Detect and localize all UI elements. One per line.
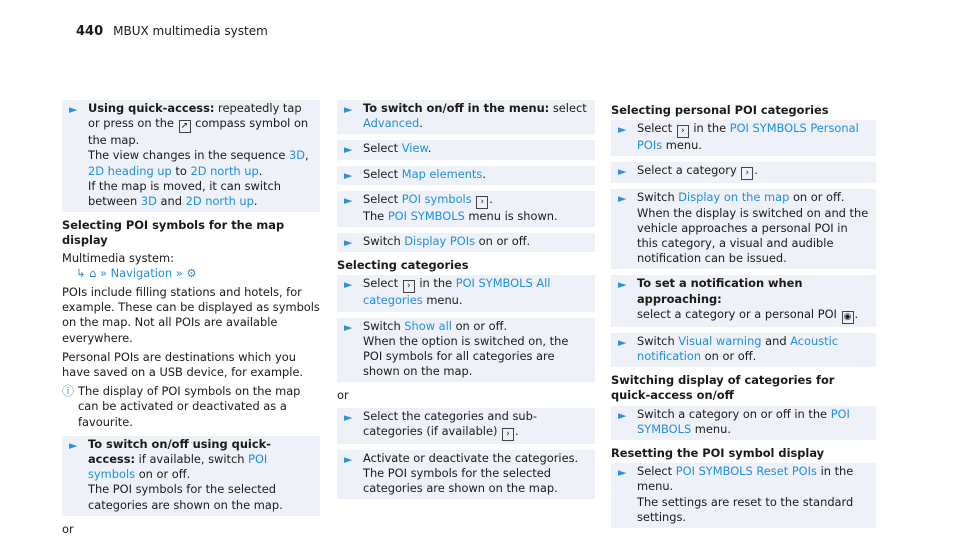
arrow-right-icon: ► <box>618 165 627 179</box>
step-personal-pois: ► Select › in the POI SYMBOLS Personal POIs menu. <box>611 120 876 156</box>
step-select-categories: ► Select › in the POI SYMBOLS All categories menu. <box>337 275 595 311</box>
page-number: 440 <box>76 24 104 39</box>
step-select-subcategories: ► Select the categories and sub-categories (if available) › . <box>337 408 595 444</box>
arrow-right-icon: ► <box>344 193 353 207</box>
chevron-right-icon: › <box>476 196 488 209</box>
path-arrow-icon: ↳ <box>76 265 86 280</box>
section-heading: Switching display of categories for quick-access on/off <box>611 373 835 403</box>
step-switch-category: ► Switch a category on or off in the POI SYMBOLS menu. <box>611 406 876 440</box>
option-acoustic-notification: Acoustic notification <box>637 333 839 364</box>
arrow-right-icon: ► <box>344 168 353 182</box>
option-poi-symbols-menu: POI SYMBOLS <box>637 406 850 436</box>
arrow-right-icon: ► <box>69 103 78 116</box>
paragraph: Personal POIs are destinations which you have saved on a USB device, for example. <box>62 349 304 380</box>
paragraph: POIs include filling stations and hotels, for example. These can be displayed as symbols on the map. Not all POIs are available everywhere. <box>62 285 320 345</box>
option-2d-heading-up: 2D heading up <box>88 163 172 178</box>
poi-pin-icon: ◉ <box>842 311 854 324</box>
step-activate-categories: ► Activate or deactivate the categories. The POI symbols for the selected categories are shown on the map. <box>337 450 595 500</box>
chevron-right-icon: › <box>677 125 689 138</box>
or-label: or <box>62 521 74 536</box>
chevron-right-icon: › <box>502 428 514 441</box>
section-heading: Selecting personal POI categories <box>611 103 829 117</box>
arrow-right-icon: ► <box>344 410 353 424</box>
column-3 <box>611 100 876 534</box>
step-menu-switch: ► To switch on/off in the menu: select Advanced. <box>337 100 595 134</box>
option-view: View <box>401 141 428 156</box>
option-reset-pois: POI SYMBOLS Reset POIs <box>675 464 817 479</box>
step-quick-access-switch: ► To switch on/off using quick-access: if available, switch POI symbols on or off. The POI symbols for the selected categories are shown on the map. <box>62 436 320 516</box>
page-header <box>76 24 268 39</box>
step-view: ► Select View. <box>337 140 595 159</box>
arrow-right-icon: ► <box>618 192 627 206</box>
double-chevron-icon: » <box>175 265 183 280</box>
arrow-right-icon: ► <box>69 438 78 452</box>
settings-icon: ⚙ <box>186 265 197 280</box>
step-reset-pois: ► Select POI SYMBOLS Reset POIs in the menu. The settings are reset to the standard settings. <box>611 463 876 528</box>
section-heading: Selecting POI symbols for the map display <box>62 218 285 248</box>
option-advanced: Advanced <box>363 116 420 131</box>
multimedia-label: Multimedia system: <box>62 250 174 265</box>
double-chevron-icon: » <box>100 265 108 280</box>
arrow-right-icon: ► <box>618 335 627 349</box>
step-select-category: ► Select a category › . <box>611 162 876 183</box>
option-2d-north-up: 2D north up <box>190 163 259 178</box>
menu-path <box>62 266 320 281</box>
column-2 <box>337 100 595 505</box>
arrow-right-icon: ► <box>618 466 627 480</box>
arrow-right-icon: ► <box>344 143 353 157</box>
option-poi-symbols: POI symbols <box>88 452 268 482</box>
arrow-right-icon: ► <box>618 278 627 292</box>
or-label: or <box>337 388 349 403</box>
arrow-right-icon: ► <box>344 103 353 116</box>
step-map-elements: ► Select Map elements. <box>337 166 595 185</box>
home-icon: ⌂ <box>89 265 97 280</box>
step-show-all: ► Switch Show all on or off. When the option is switched on, the POI symbols for all categories are shown on the map. <box>337 318 595 383</box>
step-display-on-map: ► Switch Display on the map on or off. When the display is switched on and the vehicle approaches a personal POI in this category, a visual and audible notification can be issued. <box>611 189 876 269</box>
option-display-pois: Display POIs <box>404 234 476 249</box>
info-icon: ⓘ <box>62 384 75 399</box>
path-navigation: Navigation <box>110 265 173 280</box>
arrow-right-icon: ► <box>344 278 353 292</box>
step-quick-access: ► Using quick-access: repeatedly tap or press on the ➚ compass symbol on the map. The view changes in the sequence 3D, 2D heading up to 2D north up. If the map is moved, it can switch between 3D and 2D north up. <box>62 100 320 212</box>
step-visual-warning: ► Switch Visual warning and Acoustic notification on or off. <box>611 333 876 367</box>
step-lead: Using quick-access: <box>88 101 215 115</box>
compass-icon: ➚ <box>179 120 191 133</box>
arrow-right-icon: ► <box>618 408 627 422</box>
step-display-pois: ► Switch Display POIs on or off. <box>337 233 595 252</box>
option-display-on-map: Display on the map <box>678 190 790 205</box>
option-poi-symbols: POI symbols <box>401 191 472 206</box>
column-1 <box>62 100 320 541</box>
chevron-right-icon: › <box>741 167 753 180</box>
option-show-all: Show all <box>404 318 452 333</box>
option-map-elements: Map elements <box>401 166 483 181</box>
section-heading: Resetting the POI symbol display <box>611 446 825 461</box>
arrow-right-icon: ► <box>618 123 627 137</box>
arrow-right-icon: ► <box>344 452 353 466</box>
page-title: MBUX multimedia system <box>113 24 268 38</box>
step-set-notification: ► To set a notification when approaching: select a category or a personal POI ◉ . <box>611 275 876 326</box>
arrow-right-icon: ► <box>344 236 353 250</box>
note: ⓘ The display of POI symbols on the map can be activated or deactivated as a favourite. <box>62 384 301 429</box>
option-personal-pois: POI SYMBOLS Personal POIs <box>637 121 859 153</box>
option-visual-warning: Visual warning <box>678 333 762 348</box>
chevron-right-icon: › <box>403 280 415 293</box>
option-3d: 3D <box>288 148 305 163</box>
arrow-right-icon: ► <box>344 320 353 334</box>
section-heading: Selecting categories <box>337 258 469 273</box>
step-poi-symbols: ► Select POI symbols › . The POI SYMBOLS menu is shown. <box>337 191 595 227</box>
option-all-categories: POI SYMBOLS All categories <box>363 276 551 308</box>
